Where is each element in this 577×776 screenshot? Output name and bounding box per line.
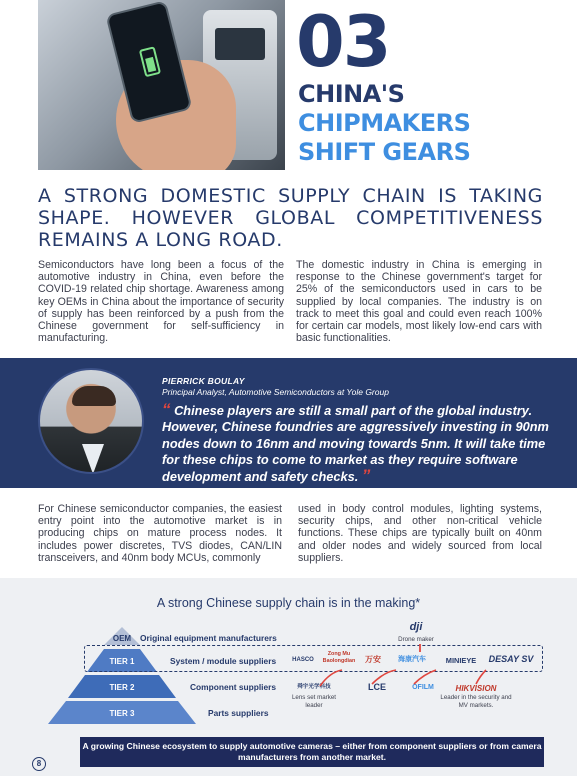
hikvision-logo: HIKVISION xyxy=(455,684,497,693)
speaker-name: PIERRICK BOULAY xyxy=(162,376,245,386)
arrow-sunny-up xyxy=(320,670,342,686)
section-headline: A STRONG DOMESTIC SUPPLY CHAIN IS TAKING SHAPE. HOWEVER GLOBAL COMPETITIVENESS REMAINS A LONG ROAD. xyxy=(38,185,543,251)
arrow-ofilm-up xyxy=(414,670,436,684)
dji-caption: Drone maker xyxy=(398,636,434,643)
hikvision-caption: Leader in the security and MV markets. xyxy=(440,694,512,709)
ofilm-logo: OFILM xyxy=(412,684,434,691)
tier-label-oem: OEM xyxy=(112,634,132,643)
zongmu-logo: Zong Mu Baolongdian xyxy=(322,651,356,664)
tier-desc-tier1: System / module suppliers xyxy=(170,656,277,666)
tier-desc-oem: Original equipment manufacturers xyxy=(140,633,277,643)
chapter-title-line-1: CHINA'S xyxy=(298,80,405,108)
intro-paragraph-right: The domestic industry in China is emerging in response to the Chinese government's target for 25% of the semiconductors used in cars to be supplied by local companies. The industry is on track to meet this goal and could even reach 100% for certain car models, most likely low-end cars with basic functionalities. xyxy=(296,259,542,345)
open-quote-icon: “ xyxy=(162,400,171,419)
hikauto-logo: 海康汽车 xyxy=(398,656,426,663)
hasco-logo: HASCO xyxy=(292,657,314,663)
tier-label-tier3: TIER 3 xyxy=(109,709,135,718)
minieye-logo: MINIEYE xyxy=(445,656,477,665)
sunny-optical-logo: 舜宇光学科技 xyxy=(297,684,331,690)
infographic-banner: A growing Chinese ecosystem to supply automotive cameras – either from component suppliers or from camera manufacturers from another market. xyxy=(80,737,544,767)
tier-desc-tier2: Component suppliers xyxy=(190,682,277,692)
arrow-lce-up xyxy=(372,670,396,684)
quote-body: Chinese players are still a small part of the global industry. However, Chinese foundries are aggressively investing in 90nm nodes down to 16nm and moving towards 5nm. It will take time for these chips to come to market as they require software development and safety checks. xyxy=(162,403,549,485)
tier-desc-tier3: Parts suppliers xyxy=(208,708,269,718)
intro-paragraph-left: Semiconductors have long been a focus of the automotive industry in China, even before the COVID-19 related chip shortage. Awareness among key OEMs in China about the importance of security of supply has been reinforced by a push from the Chinese government for self-sufficiency in manufacturing. xyxy=(38,259,284,345)
speaker-role: Principal Analyst, Automotive Semiconductors at Yole Group xyxy=(162,387,389,397)
lce-logo: LCE xyxy=(368,682,386,692)
tier-label-tier2: TIER 2 xyxy=(109,683,135,692)
close-quote-icon: ” xyxy=(361,466,371,486)
chapter-title-line-2: CHIPMAKERS xyxy=(298,109,471,137)
body-paragraph-right: used in body control modules, lighting systems, security chips, and other non-critical vehicle functions. These chips are typically built on 40nm and older nodes and widely sourced from local suppliers. xyxy=(298,503,542,564)
chapter-title-line-3: SHIFT GEARS xyxy=(298,138,471,166)
kinwong-logo: 万安 xyxy=(365,655,381,664)
chapter-number: 03 xyxy=(296,1,390,83)
sunny-optical-caption: Lens set market leader xyxy=(291,694,337,709)
arrow-hikvision-up xyxy=(476,670,486,684)
dji-logo: dji xyxy=(409,621,423,633)
body-paragraph-left: For Chinese semiconductor companies, the easiest entry point into the automotive market is in producing chips on mature process nodes. It includes power discretes, TVS diodes, CAN/LIN transceivers, and 40nm body MCUs, commonly xyxy=(38,503,282,564)
desay-logo: DESAY SV xyxy=(488,654,534,664)
tier-label-tier1: TIER 1 xyxy=(109,657,135,666)
page-number: 8 xyxy=(32,757,46,771)
infographic-title: A strong Chinese supply chain is in the making* xyxy=(156,596,421,610)
